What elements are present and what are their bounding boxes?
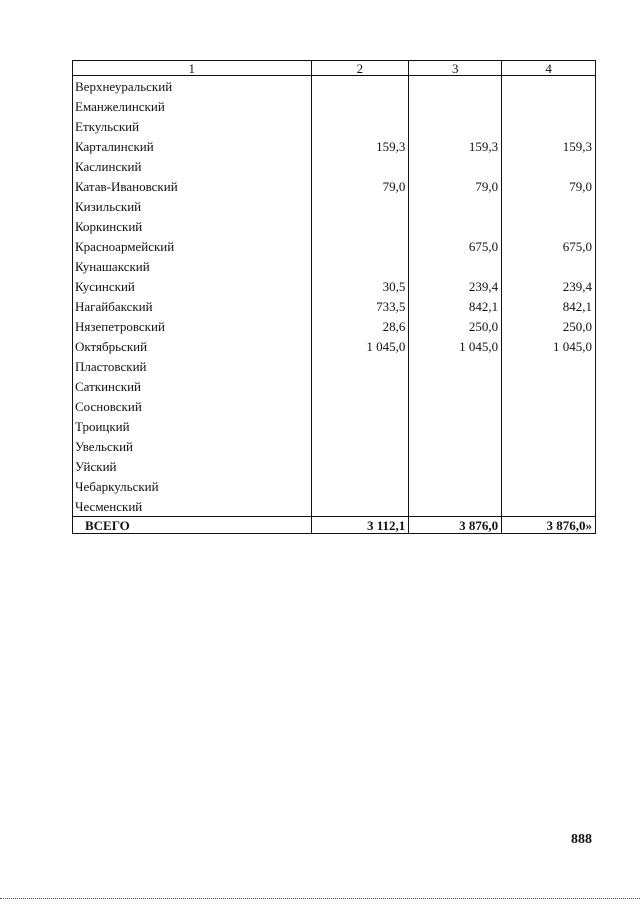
value-cell-col-4: 3 876,0»: [502, 517, 596, 534]
value-cell-col-2: 28,6: [311, 316, 409, 336]
value-cell-col-4: [502, 496, 596, 517]
district-name-cell: Карталинский: [73, 136, 312, 156]
value-cell-col-4: 79,0: [502, 176, 596, 196]
table-row: [73, 316, 596, 336]
value-cell-col-4: 239,4: [502, 276, 596, 296]
district-name-cell: Кусинский: [73, 276, 312, 296]
table-row: [73, 116, 596, 136]
value-cell-col-2: 30,5: [311, 276, 409, 296]
value-cell-col-2: [311, 456, 409, 476]
value-cell-col-3: 842,1: [409, 296, 502, 316]
value-cell-col-3: [409, 376, 502, 396]
district-name-cell: Пластовский: [73, 356, 312, 376]
value-cell-col-4: [502, 76, 596, 97]
value-cell-col-2: [311, 216, 409, 236]
district-name-cell: Каслинский: [73, 156, 312, 176]
value-cell-col-2: [311, 376, 409, 396]
value-cell-col-3: 3 876,0: [409, 517, 502, 534]
district-name-cell: ВСЕГО: [73, 517, 312, 534]
table-row: [73, 456, 596, 476]
table-row: [73, 216, 596, 236]
value-cell-col-4: 842,1: [502, 296, 596, 316]
value-cell-col-3: [409, 256, 502, 276]
district-name-cell: Еткульский: [73, 116, 312, 136]
table-row: [73, 176, 596, 196]
header-col-1: 1: [73, 61, 312, 76]
district-name-cell: Коркинский: [73, 216, 312, 236]
table-row: [73, 436, 596, 456]
value-cell-col-2: [311, 116, 409, 136]
district-name-cell: Чесменский: [73, 496, 312, 517]
value-cell-col-2: 733,5: [311, 296, 409, 316]
value-cell-col-4: [502, 216, 596, 236]
table-header: [73, 61, 596, 76]
value-cell-col-2: [311, 356, 409, 376]
value-cell-col-3: [409, 116, 502, 136]
value-cell-col-3: [409, 216, 502, 236]
district-name-cell: Саткинский: [73, 376, 312, 396]
value-cell-col-4: [502, 356, 596, 376]
value-cell-col-3: 239,4: [409, 276, 502, 296]
table-row: [73, 396, 596, 416]
table-row: [73, 496, 596, 517]
value-cell-col-2: [311, 96, 409, 116]
header-row: [73, 61, 596, 76]
table-row: [73, 96, 596, 116]
value-cell-col-2: [311, 236, 409, 256]
district-name-cell: Катав-Ивановский: [73, 176, 312, 196]
table-row: [73, 336, 596, 356]
value-cell-col-3: 675,0: [409, 236, 502, 256]
value-cell-col-4: [502, 256, 596, 276]
value-cell-col-2: 159,3: [311, 136, 409, 156]
value-cell-col-2: [311, 76, 409, 97]
value-cell-col-2: 79,0: [311, 176, 409, 196]
value-cell-col-3: [409, 436, 502, 456]
value-cell-col-4: [502, 156, 596, 176]
value-cell-col-3: [409, 156, 502, 176]
value-cell-col-4: [502, 196, 596, 216]
value-cell-col-2: [311, 196, 409, 216]
table-row: [73, 276, 596, 296]
value-cell-col-4: 250,0: [502, 316, 596, 336]
value-cell-col-4: 1 045,0: [502, 336, 596, 356]
value-cell-col-4: 159,3: [502, 136, 596, 156]
value-cell-col-3: [409, 416, 502, 436]
value-cell-col-3: [409, 196, 502, 216]
district-name-cell: Красноармейский: [73, 236, 312, 256]
value-cell-col-3: [409, 496, 502, 517]
value-cell-col-3: 159,3: [409, 136, 502, 156]
table-row: [73, 196, 596, 216]
table-row: [73, 236, 596, 256]
table-row: [73, 256, 596, 276]
total-row: [73, 517, 596, 534]
value-cell-col-3: 1 045,0: [409, 336, 502, 356]
district-name-cell: Нязепетровский: [73, 316, 312, 336]
value-cell-col-2: 1 045,0: [311, 336, 409, 356]
table-row: [73, 76, 596, 97]
page-number: 888: [571, 832, 592, 847]
value-cell-col-3: [409, 356, 502, 376]
value-cell-col-3: 250,0: [409, 316, 502, 336]
bottom-divider: [0, 898, 640, 899]
table-row: [73, 416, 596, 436]
table-row: [73, 476, 596, 496]
value-cell-col-4: [502, 436, 596, 456]
value-cell-col-2: [311, 156, 409, 176]
value-cell-col-2: [311, 416, 409, 436]
district-name-cell: Кунашакский: [73, 256, 312, 276]
value-cell-col-3: [409, 476, 502, 496]
value-cell-col-2: [311, 396, 409, 416]
value-cell-col-4: [502, 416, 596, 436]
table-row: [73, 156, 596, 176]
table-body: [73, 76, 596, 534]
district-name-cell: Троицкий: [73, 416, 312, 436]
header-col-2: 2: [311, 61, 409, 76]
value-cell-col-2: [311, 496, 409, 517]
header-col-3: 3: [409, 61, 502, 76]
value-cell-col-3: 79,0: [409, 176, 502, 196]
district-name-cell: Кизильский: [73, 196, 312, 216]
district-name-cell: Сосновский: [73, 396, 312, 416]
value-cell-col-4: [502, 476, 596, 496]
district-name-cell: Чебаркульский: [73, 476, 312, 496]
value-cell-col-2: [311, 476, 409, 496]
district-name-cell: Верхнеуральский: [73, 76, 312, 97]
district-name-cell: Еманжелинский: [73, 96, 312, 116]
value-cell-col-2: 3 112,1: [311, 517, 409, 534]
budget-table: [72, 60, 596, 534]
district-name-cell: Октябрьский: [73, 336, 312, 356]
value-cell-col-4: [502, 116, 596, 136]
value-cell-col-4: [502, 396, 596, 416]
value-cell-col-4: [502, 376, 596, 396]
district-name-cell: Увельский: [73, 436, 312, 456]
value-cell-col-3: [409, 456, 502, 476]
value-cell-col-4: [502, 456, 596, 476]
table-row: [73, 356, 596, 376]
value-cell-col-3: [409, 76, 502, 97]
value-cell-col-4: [502, 96, 596, 116]
table-row: [73, 296, 596, 316]
value-cell-col-2: [311, 436, 409, 456]
header-col-4: 4: [502, 61, 596, 76]
table-row: [73, 376, 596, 396]
value-cell-col-3: [409, 96, 502, 116]
value-cell-col-3: [409, 396, 502, 416]
district-name-cell: Нагайбакский: [73, 296, 312, 316]
table-row: [73, 136, 596, 156]
value-cell-col-2: [311, 256, 409, 276]
district-name-cell: Уйский: [73, 456, 312, 476]
value-cell-col-4: 675,0: [502, 236, 596, 256]
